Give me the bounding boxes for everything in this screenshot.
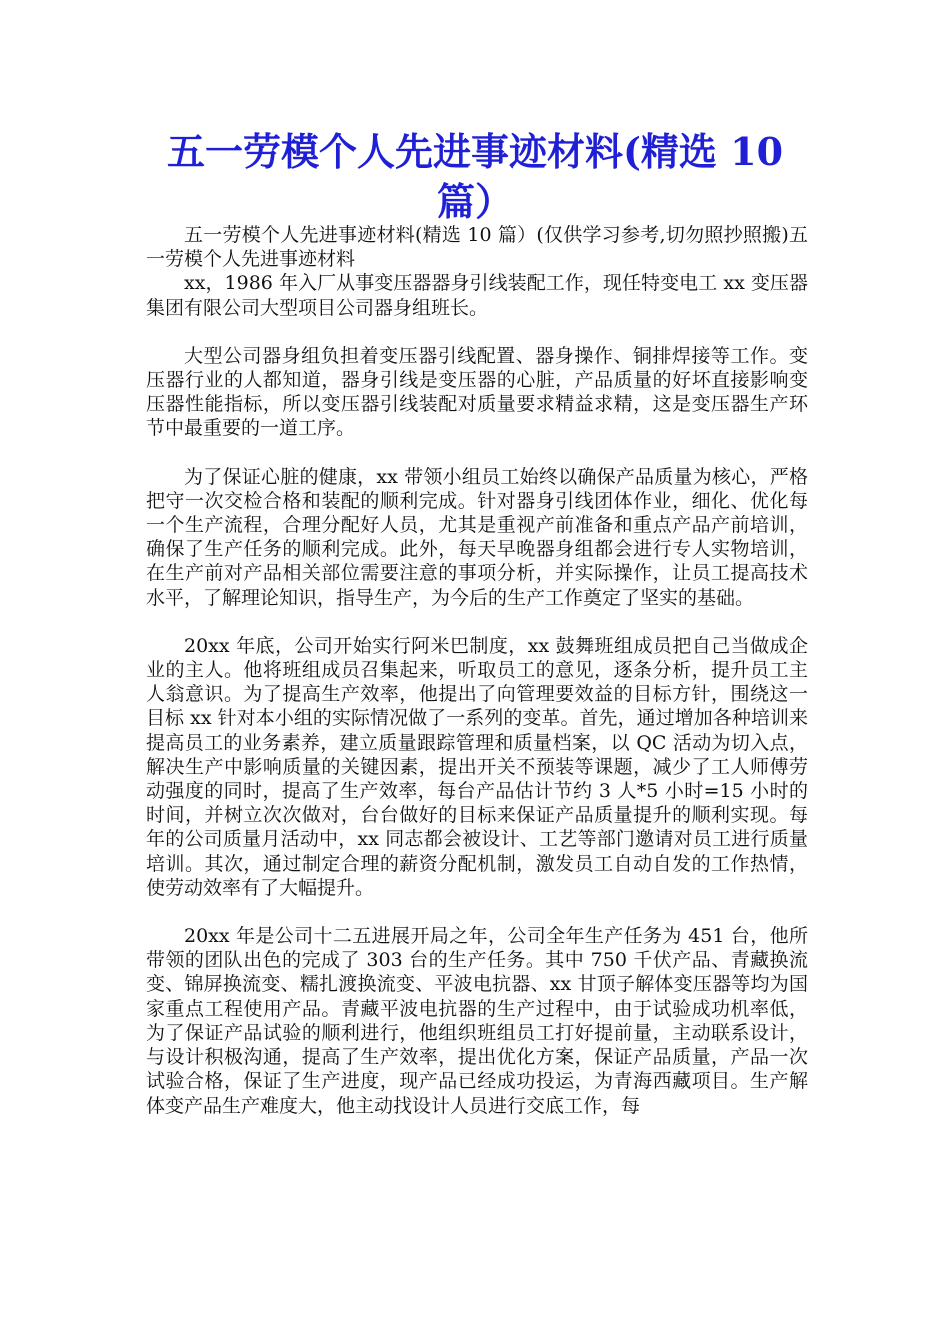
paragraph-responsibility: 大型公司器身组负担着变压器引线配置、器身操作、铜排焊接等工作。变压器行业的人都知道，器身引线是变压器的心脏，产品质量的好坏直接影响变压器性能指标，所以变压器引线装配对质量要求精益求精，这是变压器生产环节中最重要的一道工序。 (146, 344, 808, 440)
paragraph-production: 20xx 年是公司十二五进展开局之年，公司全年生产任务为 451 台，他所带领的团队出色的完成了 303 台的生产任务。其中 750 千伏产品、青藏换流变、锦屏换流变、糯扎渡换流变、平波电抗器、xx 甘顶子解体变压器等均为国家重点工程使用产品。青藏平波电抗器的生产过程中，由于试验成功机率低，为了保证产品试验的顺利进行，他组织班组员工打好提前量，主动联系设计，与设计积极沟通，提高了生产效率，提出优化方案，保证产品质量，产品一次试验合格，保证了生产进度，现产品已经成功投运，为青海西藏项目。生产解体变产品生产难度大，他主动找设计人员进行交底工作，每 (146, 925, 808, 1117)
paragraph-profile: xx，1986 年入厂从事变压器器身引线装配工作，现任特变电工 xx 变压器集团有限公司大型项目公司器身组班长。 (146, 272, 808, 319)
paragraph-amoeba: 20xx 年底，公司开始实行阿米巴制度，xx 鼓舞班组成员把自己当做成企业的主人。他将班组成员召集起来，听取员工的意见，逐条分析，提升员工主人翁意识。为了提高生产效率，他提出了向管理要效益的目标方针，围绕这一目标 xx 针对本小组的实际情况做了一系列的变革。首先，通过增加各种培训来提高员工的业务素养，建立质量跟踪管理和质量档案，以 QC 活动为切入点，解决生产中影响质量的关键因素，提出开关不预装等课题，减少了工人师傅劳动强度的同时，提高了生产效率，每台产品估计节约 3 人*5 小时=15 小时的时间，并树立次次做对，台台做好的目标来保证产品质量提升的顺利实现。每年的公司质量月活动中，xx 同志都会被设计、工艺等部门邀请对员工进行质量培训。其次，通过制定合理的薪资分配机制，激发员工自动自发的工作热情，使劳动效率有了大幅提升。 (146, 634, 808, 899)
paragraph-quality: 为了保证心脏的健康，xx 带领小组员工始终以确保产品质量为核心，严格把守一次交检合格和装配的顺利完成。针对器身引线团体作业，细化、优化每一个生产流程，合理分配好人员，尤其是重视产前准备和重点产品产前培训，确保了生产任务的顺利完成。此外，每天早晚器身组都会进行专人实物培训，在生产前对产品相关部位需要注意的事项分析，并实际操作，让员工提高技术水平，了解理论知识，指导生产，为今后的生产工作奠定了坚实的基础。 (146, 465, 808, 609)
document-title: 五一劳模个人先进事迹材料(精选 10 篇） (166, 129, 784, 224)
document-body (146, 223, 808, 1118)
intro-paragraph: 五一劳模个人先进事迹材料(精选 10 篇）(仅供学习参考,切勿照抄照搬)五一劳模个人先进事迹材料 (146, 224, 808, 271)
